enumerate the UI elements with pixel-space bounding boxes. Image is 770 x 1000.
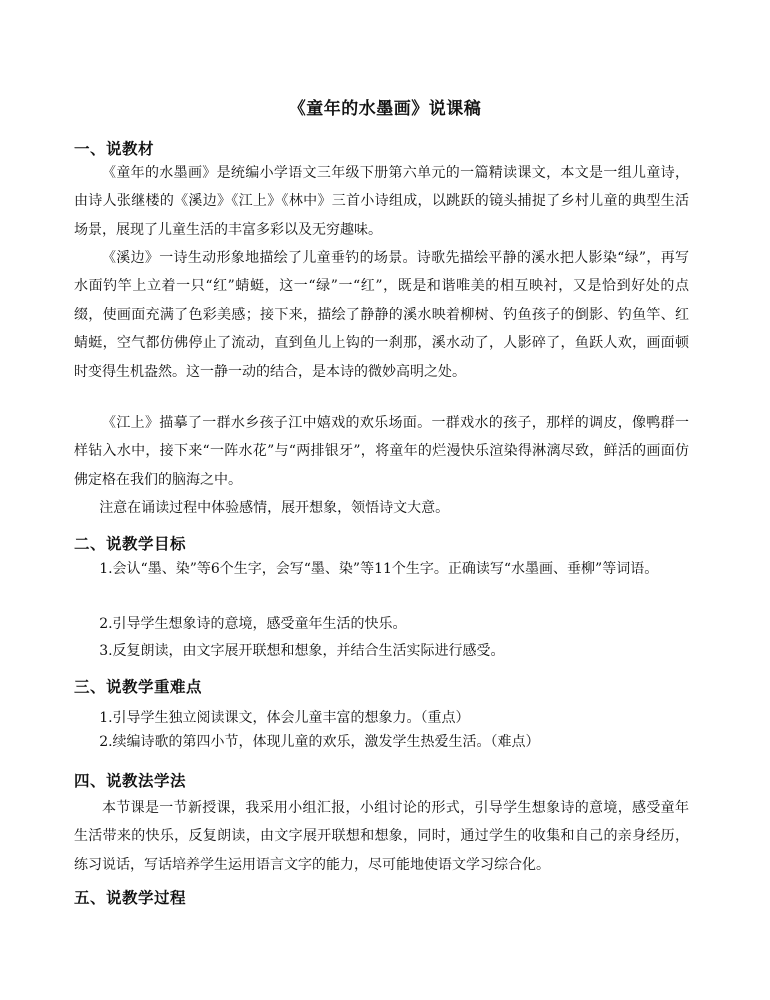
paragraph: 《江上》描摹了一群水乡孩子江中嬉戏的欢乐场面。一群戏水的孩子，那样的调皮，像鸭群一样钻入水中，接下来“一阵水花”与“两排银牙”，将童年的烂漫快乐渲染得淋漓尽致，鲜活的画面仿佛定格在我们的脑海之中。 bbox=[74, 415, 689, 488]
list-item: 1.引导学生独立阅读课文，体会儿童丰富的想象力。（重点） bbox=[99, 710, 470, 726]
paragraph: 注意在诵读过程中体验感情，展开想象，领悟诗文大意。 bbox=[99, 500, 450, 516]
list-item: 2.续编诗歌的第四小节，体现儿童的欢乐，激发学生热爱生活。（难点） bbox=[99, 734, 540, 750]
paragraph: 本节课是一节新授课，我采用小组汇报，小组讨论的形式，引导学生想象诗的意境，感受童年生活带来的快乐，反复朗读，由文字展开联想和想象，同时，通过学生的收集和自己的亲身经历，练习说话，写话培养学生运用语言文字的能力，尽可能地使语文学习综合化。 bbox=[74, 800, 689, 873]
section-heading-textbook: 一、说教材 bbox=[74, 140, 155, 158]
section-heading-key-points: 三、说教学重难点 bbox=[74, 678, 203, 696]
section-heading-process: 五、说教学过程 bbox=[74, 889, 187, 907]
list-item: 3.反复朗读，由文字展开联想和想象，并结合生活实际进行感受。 bbox=[99, 643, 505, 659]
document-title: 《童年的水墨画》说课稿 bbox=[288, 99, 482, 119]
list-item: 1.会认“墨、染”等6个生字，会写“墨、染”等11个生字。正确读写“水墨画、垂柳”等词语。 bbox=[99, 561, 659, 577]
paragraph: 《童年的水墨画》是统编小学语文三年级下册第六单元的一篇精读课文，本文是一组儿童诗，由诗人张继楼的《溪边》《江上》《林中》三首小诗组成，以跳跃的镜头捕捉了乡村儿童的典型生活场景，展现了儿童生活的丰富多彩以及无穷趣味。 bbox=[74, 165, 689, 238]
list-item: 2.引导学生想象诗的意境，感受童年生活的快乐。 bbox=[99, 616, 407, 632]
paragraph: 《溪边》一诗生动形象地描绘了儿童垂钓的场景。诗歌先描绘平静的溪水把人影染“绿”，再写水面钓竿上立着一只“红”蜻蜓，这一“绿”一“红”，既是和谐唯美的相互映衬，又是恰到好处的点缀，使画面充满了色彩美感；接下来，描绘了静静的溪水映着柳树、钓鱼孩子的倒影、钓鱼竿、红蜻蜓，空气都仿佛停止了流动，直到鱼儿上钩的一刹那，溪水动了，人影碎了，鱼跃人欢，画面顿时变得生机盎然。这一静一动的结合，是本诗的微妙高明之处。 bbox=[74, 250, 689, 380]
section-heading-methods: 四、说教法学法 bbox=[74, 772, 187, 790]
section-heading-goals: 二、说教学目标 bbox=[74, 535, 187, 553]
